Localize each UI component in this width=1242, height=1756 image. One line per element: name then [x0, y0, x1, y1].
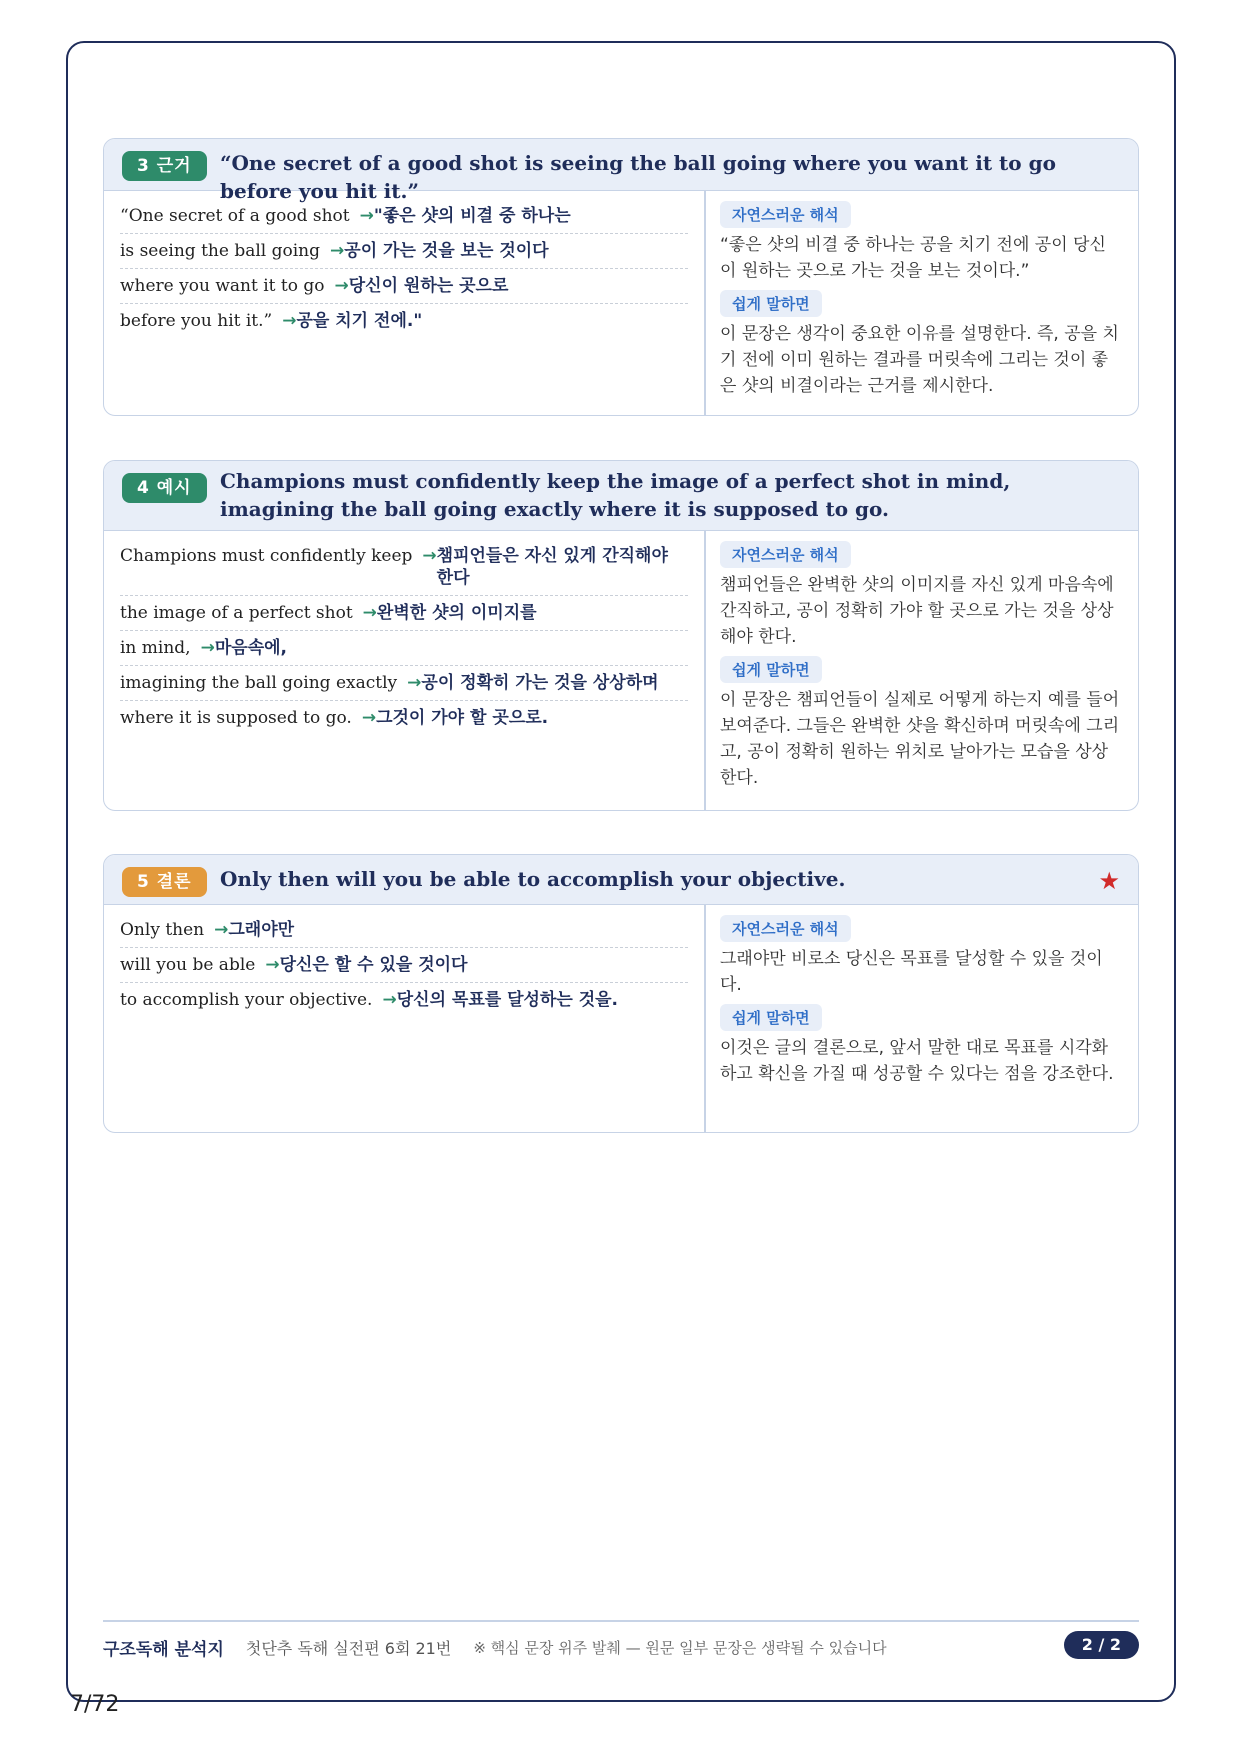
arrow-icon: →: [265, 955, 280, 975]
chunk-row: [120, 596, 688, 631]
chunk-english: imagining the ball going exactly: [120, 673, 398, 693]
arrow-icon: →: [422, 546, 437, 566]
natural-translation-label: 자연스러운 해석: [720, 915, 851, 942]
column-divider: [704, 531, 706, 810]
chunk-korean: 챔피언들은 자신 있게 간직해야 한다: [436, 546, 668, 588]
natural-translation-label: 자연스러운 해석: [720, 541, 851, 568]
chunk-korean: 당신이 원하는 곳으로: [348, 276, 509, 296]
footer-note: ※ 핵심 문장 위주 발췌 — 원문 일부 문장은 생략될 수 있습니다: [473, 1638, 887, 1657]
star-icon: ★: [1098, 867, 1120, 895]
column-divider: [704, 191, 706, 415]
chunk-row: [120, 913, 688, 948]
footer: [103, 1630, 1139, 1664]
chunk-korean: 그래야만: [228, 920, 295, 940]
chunk-korean: 당신의 목표를 달성하는 것을.: [396, 990, 618, 1010]
chunk-english: before you hit it.”: [120, 311, 273, 331]
chunk-korean: 공을 치기 전에.": [296, 311, 423, 331]
analysis-block-4: [103, 460, 1139, 811]
interpretation-panel: [720, 201, 1120, 405]
arrow-icon: →: [382, 990, 397, 1010]
chunk-row: [120, 631, 688, 666]
chunk-row: [120, 539, 688, 596]
interpretation-panel: [720, 541, 1120, 797]
chunk-row: [120, 234, 688, 269]
interpretation-panel: [720, 915, 1120, 1093]
section-badge: 4 예시: [122, 473, 207, 503]
natural-translation-text: 그래야만 비로소 당신은 목표를 달성할 수 있을 것이다.: [720, 949, 1103, 995]
arrow-icon: →: [361, 708, 377, 728]
arrow-icon: →: [334, 276, 349, 296]
chunk-row: [120, 948, 688, 983]
block-header: [104, 139, 1138, 203]
chunk-english: where it is supposed to go.: [120, 708, 352, 728]
footer-brand: 구조독해 분석지: [103, 1639, 224, 1660]
arrow-icon: →: [407, 673, 422, 693]
chunk-english: to accomplish your objective.: [120, 990, 373, 1010]
easy-explanation-text: 이 문장은 챔피언들이 실제로 어떻게 하는지 예를 들어 보여준다. 그들은 완벽한 샷을 확신하며 머릿속에 그리고, 공이 정확히 원하는 위치로 날아가는 모습을 상상한다.: [720, 690, 1120, 788]
target-sentence: Only then will you be able to accomplish your objective.: [220, 867, 846, 891]
arrow-icon: →: [282, 311, 297, 331]
arrow-icon: →: [214, 920, 229, 940]
chunk-row: [120, 701, 688, 735]
section-badge: 3 근거: [122, 151, 207, 181]
chunk-korean: "좋은 샷의 비결 중 하나는: [373, 206, 571, 226]
chunk-list: [120, 913, 688, 1017]
chunk-english: Only then: [120, 920, 205, 940]
chunk-english: “One secret of a good shot: [120, 206, 350, 226]
chunk-row: [120, 666, 688, 701]
natural-translation-text: 챔피언들은 완벽한 샷의 이미지를 자신 있게 마음속에 간직하고, 공이 정확히 가야 할 곳으로 가는 것을 상상해야 한다.: [720, 575, 1114, 647]
target-sentence: Champions must confidently keep the image of a perfect shot in mind, imagining the ball going exactly where it is supposed to go.: [220, 469, 1011, 521]
analysis-block-3: [103, 138, 1139, 416]
chunk-english: where you want it to go: [120, 276, 325, 296]
footer-book: 첫단추 독해 실전편 6회 21번: [245, 1638, 452, 1658]
page-indicator: 2 / 2: [1064, 1631, 1139, 1659]
arrow-icon: →: [200, 638, 215, 658]
footer-divider: [103, 1620, 1139, 1622]
chunk-english: Champions must confidently keep: [120, 546, 413, 566]
easy-explanation-label: 쉽게 말하면: [720, 656, 822, 683]
chunk-korean: 완벽한 샷의 이미지를: [376, 603, 537, 623]
chunk-row: [120, 304, 688, 338]
easy-explanation-text: 이 문장은 생각이 중요한 이유를 설명한다. 즉, 공을 치기 전에 이미 원하는 결과를 머릿속에 그리는 것이 좋은 샷의 비결이라는 근거를 제시한다.: [720, 324, 1119, 396]
chunk-korean: 공이 정확히 가는 것을 상상하며: [421, 673, 659, 693]
easy-explanation-text: 이것은 글의 결론으로, 앞서 말한 대로 목표를 시각화하고 확신을 가질 때 성공할 수 있다는 점을 강조한다.: [720, 1038, 1114, 1084]
chunk-list: [120, 539, 688, 735]
chunk-korean: 공이 가는 것을 보는 것이다: [344, 241, 549, 261]
easy-explanation-label: 쉽게 말하면: [720, 1004, 822, 1031]
easy-explanation-label: 쉽게 말하면: [720, 290, 822, 317]
chunk-english: the image of a perfect shot: [120, 603, 353, 623]
column-divider: [704, 905, 706, 1132]
natural-translation-text: “좋은 샷의 비결 중 하나는 공을 치기 전에 공이 당신이 원하는 곳으로 가는 것을 보는 것이다.”: [720, 235, 1106, 281]
chunk-row: [120, 199, 688, 234]
chunk-korean: 당신은 할 수 있을 것이다: [279, 955, 468, 975]
natural-translation-label: 자연스러운 해석: [720, 201, 851, 228]
block-header: [104, 855, 1138, 905]
block-header: [104, 461, 1138, 531]
analysis-block-5: [103, 854, 1139, 1133]
section-badge: 5 결론: [122, 867, 207, 897]
chunk-row: [120, 269, 688, 304]
target-sentence: “One secret of a good shot is seeing the ball going where you want it to go before you hit it.”: [220, 151, 1056, 203]
arrow-icon: →: [362, 603, 377, 623]
chunk-list: [120, 199, 688, 338]
chunk-korean: 마음속에,: [214, 638, 287, 658]
page-counter: 7/72: [70, 1692, 120, 1717]
chunk-english: in mind,: [120, 638, 191, 658]
chunk-row: [120, 983, 688, 1017]
arrow-icon: →: [359, 206, 374, 226]
chunk-korean: 그것이 가야 할 곳으로.: [376, 708, 549, 728]
chunk-english: is seeing the ball going: [120, 241, 321, 261]
chunk-english: will you be able: [120, 955, 256, 975]
arrow-icon: →: [330, 241, 345, 261]
